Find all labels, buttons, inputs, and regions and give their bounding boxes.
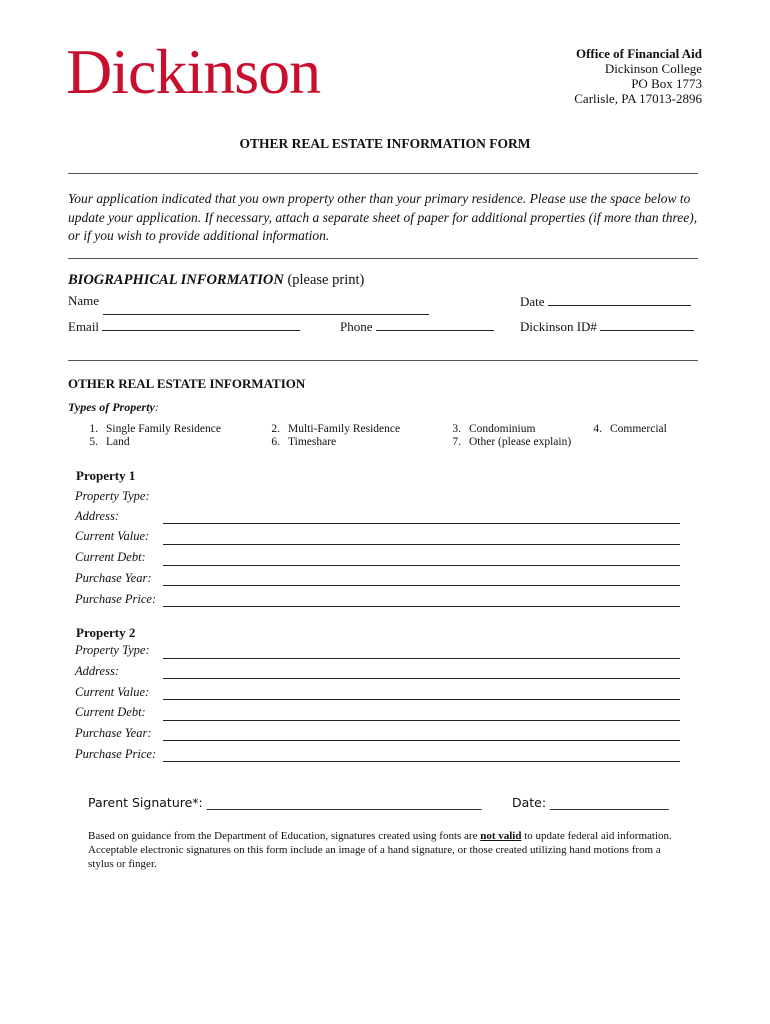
- types-column-3: [439, 423, 571, 449]
- signature-note: Based on guidance from the Department of Education, signatures created using fonts are not valid to update federal aid information. Acceptable electronic signatures on this form include an image of a hand signature, or those created utilizing hand motions from a stylus or finger.: [88, 830, 672, 870]
- date-field[interactable]: [548, 293, 691, 306]
- purchase-price-field[interactable]: [163, 761, 680, 762]
- divider: [68, 173, 698, 174]
- type-item: 7. Other (please explain): [452, 436, 572, 448]
- type-item: 2. Multi-Family Residence: [271, 423, 401, 435]
- bio-title: BIOGRAPHICAL INFORMATION: [68, 272, 284, 288]
- parent-signature-field[interactable]: Parent Signature*: ____________________________________________: [88, 795, 482, 810]
- form-title: OTHER REAL ESTATE INFORMATION FORM: [239, 136, 531, 151]
- types-heading: [68, 400, 159, 415]
- current-value-field[interactable]: [163, 544, 680, 545]
- college-name: Dickinson College: [604, 61, 702, 76]
- date-field-group: [520, 293, 691, 310]
- dickinson-logo: Dickinson: [66, 36, 321, 107]
- purchase-price-field[interactable]: [163, 606, 680, 607]
- types-title: Types of Property: [68, 400, 155, 414]
- address-label: Address:: [75, 509, 119, 523]
- property-type-label: Property Type:: [75, 489, 150, 503]
- type-item: 3. Condominium: [452, 423, 536, 435]
- type-item: 6. Timeshare: [271, 436, 337, 448]
- address-field[interactable]: [163, 678, 680, 679]
- phone-label: Phone: [340, 319, 373, 334]
- type-item: 4. Commercial: [593, 423, 667, 435]
- signature-date-field[interactable]: Date: ___________________: [512, 795, 669, 810]
- current-value-field[interactable]: [163, 699, 680, 700]
- dickinson-id-label: Dickinson ID#: [520, 319, 597, 334]
- bio-title-note: (please print): [283, 272, 365, 288]
- current-debt-label: Current Debt:: [75, 550, 146, 564]
- property-1-heading: Property 1: [76, 468, 136, 483]
- property-type-field[interactable]: [163, 658, 680, 659]
- email-label: Email: [68, 319, 100, 334]
- email-field-group: [68, 318, 300, 335]
- current-debt-field[interactable]: [163, 565, 680, 566]
- types-colon: :: [154, 400, 159, 414]
- address-field[interactable]: [163, 523, 680, 524]
- purchase-price-label: Purchase Price:: [75, 592, 157, 606]
- divider: [68, 360, 698, 361]
- divider: [68, 258, 698, 259]
- real-estate-heading: OTHER REAL ESTATE INFORMATION: [68, 376, 306, 391]
- date-label: Date: [520, 294, 545, 309]
- po-box: PO Box 1773: [631, 76, 702, 91]
- current-debt-label: Current Debt:: [75, 705, 146, 719]
- address-label: Address:: [75, 664, 119, 678]
- types-column-2: [258, 423, 400, 449]
- purchase-year-field[interactable]: [163, 740, 680, 741]
- purchase-year-label: Purchase Year:: [75, 726, 152, 740]
- phone-field-group: [340, 318, 494, 335]
- bio-heading: [68, 272, 364, 289]
- type-item: 5. Land: [89, 436, 130, 448]
- purchase-year-field[interactable]: [163, 585, 680, 586]
- office-address: [574, 46, 702, 106]
- not-valid-emphasis: not valid: [480, 830, 522, 842]
- property-type-label: Property Type:: [75, 643, 150, 657]
- id-field-group: [520, 318, 694, 335]
- office-name: Office of Financial Aid: [575, 46, 702, 61]
- name-label: Name: [68, 293, 100, 308]
- name-field[interactable]: [103, 314, 429, 315]
- types-column-4: [580, 423, 667, 436]
- types-column-1: [76, 423, 221, 449]
- property-2-heading: Property 2: [76, 625, 136, 640]
- purchase-price-label: Purchase Price:: [75, 747, 157, 761]
- intro-text: Your application indicated that you own property other than your primary residence. Please use the space below to update your application. If necessary, attach a separate sheet of paper for additional properties (if more than three), or if you wish to provide additional information.: [68, 191, 698, 243]
- current-value-label: Current Value:: [75, 529, 150, 543]
- phone-field[interactable]: [376, 318, 494, 331]
- dickinson-id-field[interactable]: [600, 318, 694, 331]
- purchase-year-label: Purchase Year:: [75, 571, 152, 585]
- type-item: 1. Single Family Residence: [89, 423, 221, 435]
- current-value-label: Current Value:: [75, 685, 150, 699]
- current-debt-field[interactable]: [163, 720, 680, 721]
- city-line: Carlisle, PA 17013-2896: [574, 91, 702, 106]
- email-field[interactable]: [102, 318, 300, 331]
